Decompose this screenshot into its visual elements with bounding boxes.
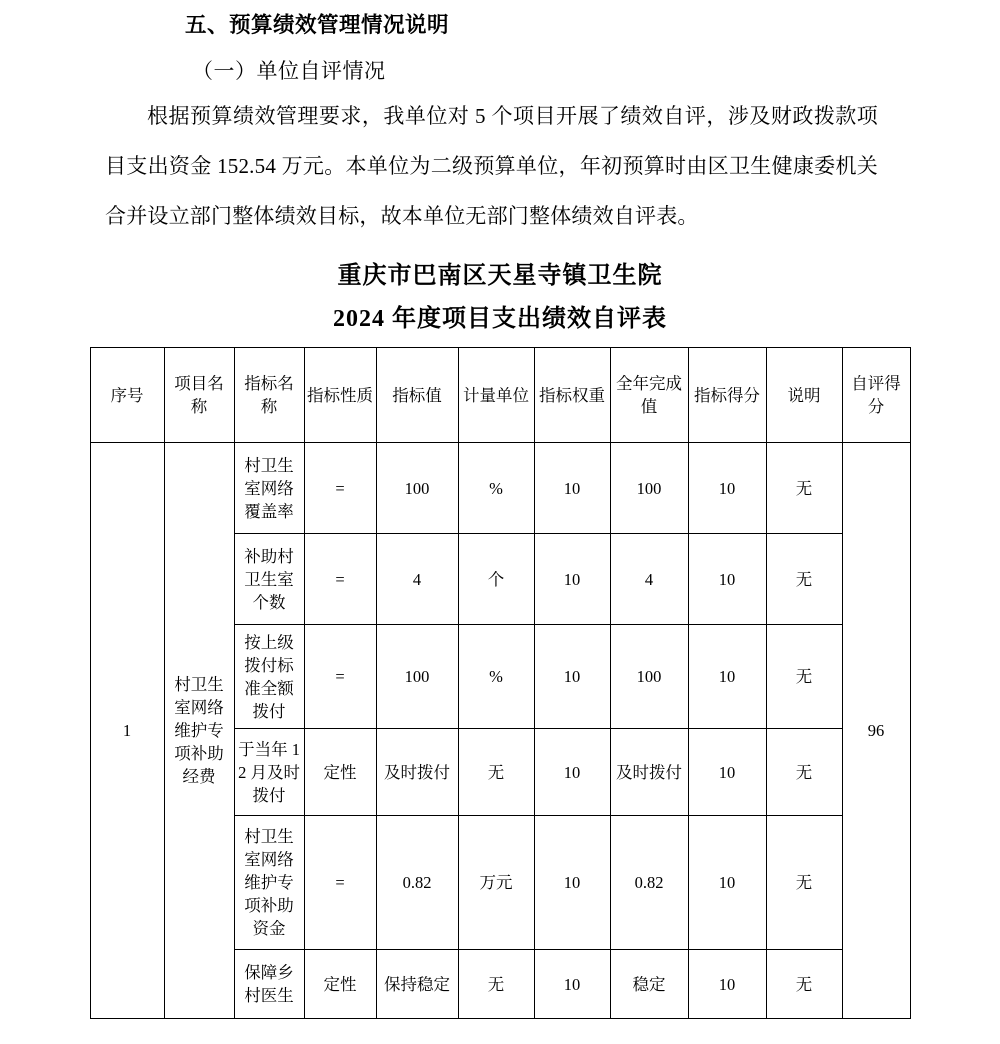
- cell-indicator-score: 10: [688, 950, 766, 1019]
- cell-completed-value: 及时拨付: [610, 729, 688, 816]
- cell-note: 无: [766, 625, 842, 729]
- cell-indicator-value: 100: [376, 625, 458, 729]
- header-indicator-name: 指标名称: [234, 348, 304, 443]
- cell-indicator-value: 及时拨付: [376, 729, 458, 816]
- header-indicator-nature: 指标性质: [304, 348, 376, 443]
- cell-indicator-score: 10: [688, 625, 766, 729]
- cell-indicator-score: 10: [688, 443, 766, 534]
- cell-indicator-name: 村卫生室网络维护专项补助资金: [234, 816, 304, 950]
- cell-indicator-name: 保障乡村医生: [234, 950, 304, 1019]
- cell-indicator-nature: =: [304, 534, 376, 625]
- cell-unit: 个: [458, 534, 534, 625]
- table-row: [90, 443, 910, 534]
- cell-weight: 10: [534, 950, 610, 1019]
- cell-indicator-nature: 定性: [304, 729, 376, 816]
- cell-weight: 10: [534, 816, 610, 950]
- cell-indicator-nature: =: [304, 816, 376, 950]
- cell-weight: 10: [534, 534, 610, 625]
- header-seq: 序号: [90, 348, 164, 443]
- section-heading: 五、预算绩效管理情况说明: [185, 13, 450, 37]
- subsection-heading: （一）单位自评情况: [192, 59, 386, 83]
- cell-indicator-score: 10: [688, 729, 766, 816]
- document-page: [0, 8, 1000, 1044]
- header-weight: 指标权重: [534, 348, 610, 443]
- table-title-line1: 重庆市巴南区天星寺镇卫生院: [337, 263, 663, 289]
- cell-note: 无: [766, 443, 842, 534]
- cell-indicator-score: 10: [688, 816, 766, 950]
- cell-note: 无: [766, 729, 842, 816]
- cell-note: 无: [766, 534, 842, 625]
- cell-completed-value: 100: [610, 625, 688, 729]
- header-project-name: 项目名称: [164, 348, 234, 443]
- header-indicator-score: 指标得分: [688, 348, 766, 443]
- cell-seq: 1: [90, 443, 164, 1019]
- body-paragraph: 根据预算绩效管理要求，我单位对 5 个项目开展了绩效自评，涉及财政拨款项目支出资金 152.54 万元。本单位为二级预算单位，年初预算时由区卫生健康委机关合并设立部门整体绩效目标，故本单位无部门整体绩效自评表。: [105, 104, 878, 228]
- header-indicator-value: 指标值: [376, 348, 458, 443]
- cell-unit: %: [458, 443, 534, 534]
- cell-indicator-name: 按上级拨付标准全额拨付: [234, 625, 304, 729]
- header-unit: 计量单位: [458, 348, 534, 443]
- header-note: 说明: [766, 348, 842, 443]
- header-self-score: 自评得分: [842, 348, 910, 443]
- cell-weight: 10: [534, 443, 610, 534]
- header-completed-value: 全年完成值: [610, 348, 688, 443]
- cell-indicator-nature: 定性: [304, 950, 376, 1019]
- cell-indicator-nature: =: [304, 443, 376, 534]
- cell-indicator-score: 10: [688, 534, 766, 625]
- cell-indicator-name: 补助村卫生室个数: [234, 534, 304, 625]
- cell-completed-value: 4: [610, 534, 688, 625]
- cell-self-score: 96: [842, 443, 910, 1019]
- table-title-line2: 2024 年度项目支出绩效自评表: [333, 306, 667, 332]
- cell-indicator-nature: =: [304, 625, 376, 729]
- cell-weight: 10: [534, 625, 610, 729]
- cell-indicator-name: 村卫生室网络覆盖率: [234, 443, 304, 534]
- cell-unit: 无: [458, 950, 534, 1019]
- cell-unit: %: [458, 625, 534, 729]
- cell-completed-value: 0.82: [610, 816, 688, 950]
- cell-weight: 10: [534, 729, 610, 816]
- cell-note: 无: [766, 816, 842, 950]
- cell-indicator-value: 保持稳定: [376, 950, 458, 1019]
- cell-indicator-value: 4: [376, 534, 458, 625]
- table-header-row: [90, 348, 910, 443]
- cell-indicator-name: 于当年 12 月及时拨付: [234, 729, 304, 816]
- cell-indicator-value: 0.82: [376, 816, 458, 950]
- performance-self-evaluation-table: [90, 347, 911, 1019]
- cell-completed-value: 100: [610, 443, 688, 534]
- cell-unit: 无: [458, 729, 534, 816]
- cell-indicator-value: 100: [376, 443, 458, 534]
- cell-note: 无: [766, 950, 842, 1019]
- cell-completed-value: 稳定: [610, 950, 688, 1019]
- cell-project-name: 村卫生室网络维护专项补助经费: [164, 443, 234, 1019]
- cell-unit: 万元: [458, 816, 534, 950]
